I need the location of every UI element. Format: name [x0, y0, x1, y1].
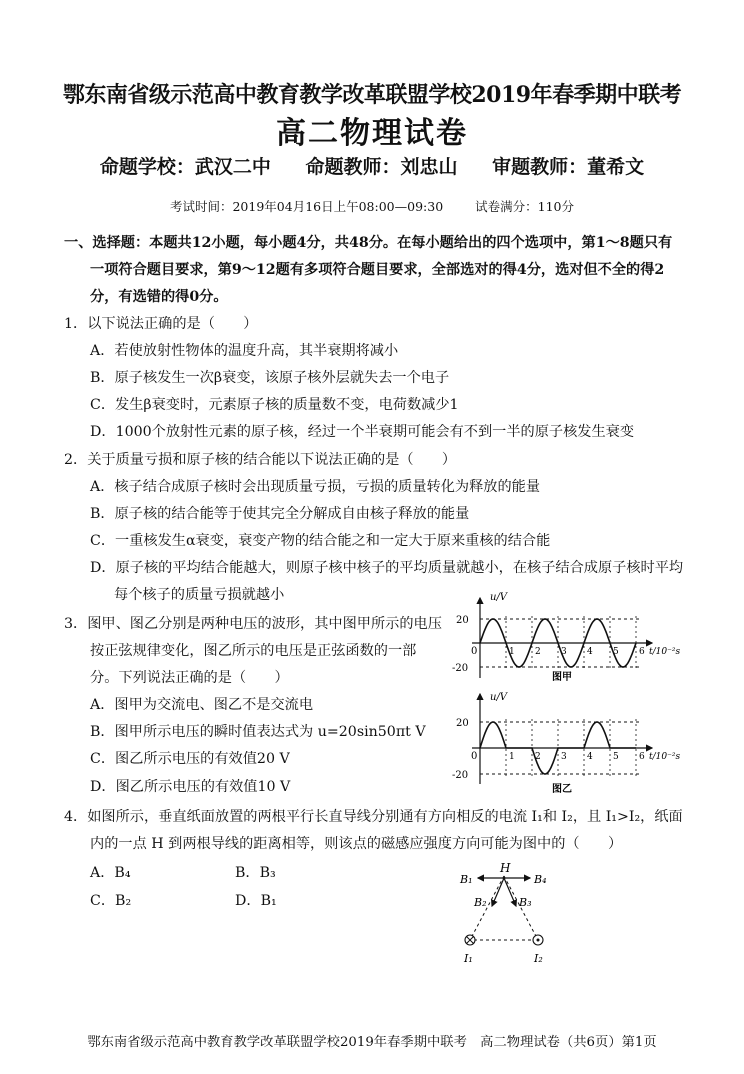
b3-label: B₃: [519, 896, 532, 909]
q3-stem-2: 按正弦规律变化，图乙所示的电压是正弦函数的一部: [90, 643, 417, 659]
y-max-label: 20: [456, 718, 469, 729]
tick-label: 6: [639, 752, 645, 762]
q3-waveform-figures: [440, 588, 690, 798]
b3-arrow: [504, 878, 516, 906]
q2-option-a: A．核子结合成原子核时会出现质量亏损，亏损的质量转化为释放的能量: [90, 479, 541, 495]
q4-stem-2: 内的一点 H 到两根导线的距离相等，则该点的磁感应强度方向可能为图中的（ ）: [90, 836, 623, 852]
q4-stem-1: 4．如图所示，垂直纸面放置的两根平行长直导线分别通有方向相反的电流 I₁和 I₂，且 I₁>I₂，纸面: [64, 809, 683, 825]
x-label: t/10⁻²s: [649, 647, 681, 657]
full-score: 试卷满分：110分: [475, 199, 574, 214]
wire-i1-into-page-icon: [465, 935, 475, 945]
q1-option-b: B．原子核发生一次β衰变，该原子核外层就失去一个电子: [90, 370, 450, 386]
tick-label: 2: [535, 647, 541, 657]
q1-stem: 1．以下说法正确的是（ ）: [64, 316, 258, 332]
section-instructions-3: 分，有选错的得0分。: [90, 289, 228, 305]
q3-stem-3: 分。下列说法正确的是（ ）: [90, 670, 289, 686]
q2-option-d-line1: D．原子核的平均结合能越大，则原子核中核子的平均质量就越小，在核子结合成原子核时平均: [90, 560, 684, 576]
q2-option-d-line2: 每个核子的质量亏损就越小: [114, 587, 285, 603]
q3-option-d: D．图乙所示电压的有效值10 V: [90, 779, 291, 795]
tick-label: 3: [561, 752, 567, 762]
exam-meta: [0, 197, 744, 215]
tick-label: 5: [613, 647, 619, 657]
author-name: 命题教师：刘忠山: [305, 156, 458, 178]
q1-option-a: A．若使放射性物体的温度升高，其半衰期将减小: [90, 343, 399, 359]
school-name: 命题学校：武汉二中: [99, 156, 271, 178]
q3-option-a: A．图甲为交流电、图乙不是交流电: [90, 697, 314, 713]
x-label: t/10⁻²s: [649, 752, 681, 762]
exam-title: 高二物理试卷: [276, 116, 468, 151]
q3-option-c: C．图乙所示电压的有效值20 V: [90, 751, 290, 767]
b1-label: B₁: [460, 873, 473, 886]
q1-option-c: C．发生β衰变时，元素原子核的质量数不变，电荷数减少1: [90, 397, 459, 413]
y-max-label: 20: [456, 615, 469, 626]
q1-option-d: D．1000个放射性元素的原子核，经过一个半衰期可能会有不到一半的原子核发生衰变: [90, 424, 635, 440]
origin-label: 0: [471, 751, 478, 762]
reviewer-name: 审题教师：董希文: [492, 156, 645, 178]
point-h-label: H: [500, 862, 511, 875]
origin-label: 0: [471, 646, 478, 657]
tick-label: 1: [509, 647, 515, 657]
tick-label: 6: [639, 647, 645, 657]
wire-i2-out-of-page-icon: [533, 935, 543, 945]
b2-arrow: [492, 878, 504, 906]
school-title: 鄂东南省级示范高中教育教学改革联盟学校2019年春季期中联考: [62, 82, 682, 108]
q2-option-c: C．一重核发生α衰变，衰变产物的结合能之和一定大于原来重核的结合能: [90, 533, 551, 549]
figure-jia: [452, 592, 680, 683]
y-min-label: -20: [452, 770, 469, 781]
b2-label: B₂: [474, 896, 487, 909]
y-label: u/V: [490, 592, 508, 603]
y-label: u/V: [490, 692, 508, 703]
q2-option-b: B．原子核的结合能等于使其完全分解成自由核子释放的能量: [90, 506, 470, 522]
q4-option-b: B．B₃: [235, 865, 276, 881]
q3-option-b: B．图甲所示电压的瞬时值表达式为 u=20sin50πt V: [90, 724, 426, 740]
page-footer: 鄂东南省级示范高中教育教学改革联盟学校2019年春季期中联考 高二物理试卷（共6页）第1页: [87, 1035, 657, 1050]
section-instructions-2: 一项符合题目要求，第9～12题有多项符合题目要求，全部选对的得4分，选对但不全的得2: [90, 262, 665, 278]
tick-label: 4: [587, 752, 593, 762]
tick-label: 4: [587, 647, 593, 657]
i2-label: I₂: [534, 952, 543, 965]
q4-field-diagram: [450, 862, 570, 970]
q3-stem-1: 3．图甲、图乙分别是两种电压的波形，其中图甲所示的电压: [64, 616, 442, 632]
tick-label: 2: [535, 752, 541, 762]
q4-option-a: A．B₄: [90, 865, 131, 881]
section-instructions-1: 一、选择题：本题共12小题，每小题4分，共48分。在每小题给出的四个选项中，第1～8题只有: [64, 235, 673, 251]
q2-stem: 2．关于质量亏损和原子核的结合能以下说法正确的是（ ）: [64, 452, 457, 468]
q4-option-c: C．B₂: [90, 893, 132, 909]
exam-time: 考试时间：2019年04月16日上午08:00—09:30: [169, 199, 444, 214]
tick-label: 5: [613, 752, 619, 762]
caption: 图甲: [552, 672, 572, 683]
i1-label: I₁: [464, 952, 473, 965]
b4-label: B₄: [534, 873, 547, 886]
y-min-label: -20: [452, 663, 469, 674]
tick-label: 3: [561, 647, 567, 657]
q4-option-d: D．B₁: [235, 893, 277, 909]
caption: 图乙: [552, 784, 572, 795]
author-line: [0, 152, 744, 179]
tick-label: 1: [509, 752, 515, 762]
figure-yi: [452, 692, 680, 795]
